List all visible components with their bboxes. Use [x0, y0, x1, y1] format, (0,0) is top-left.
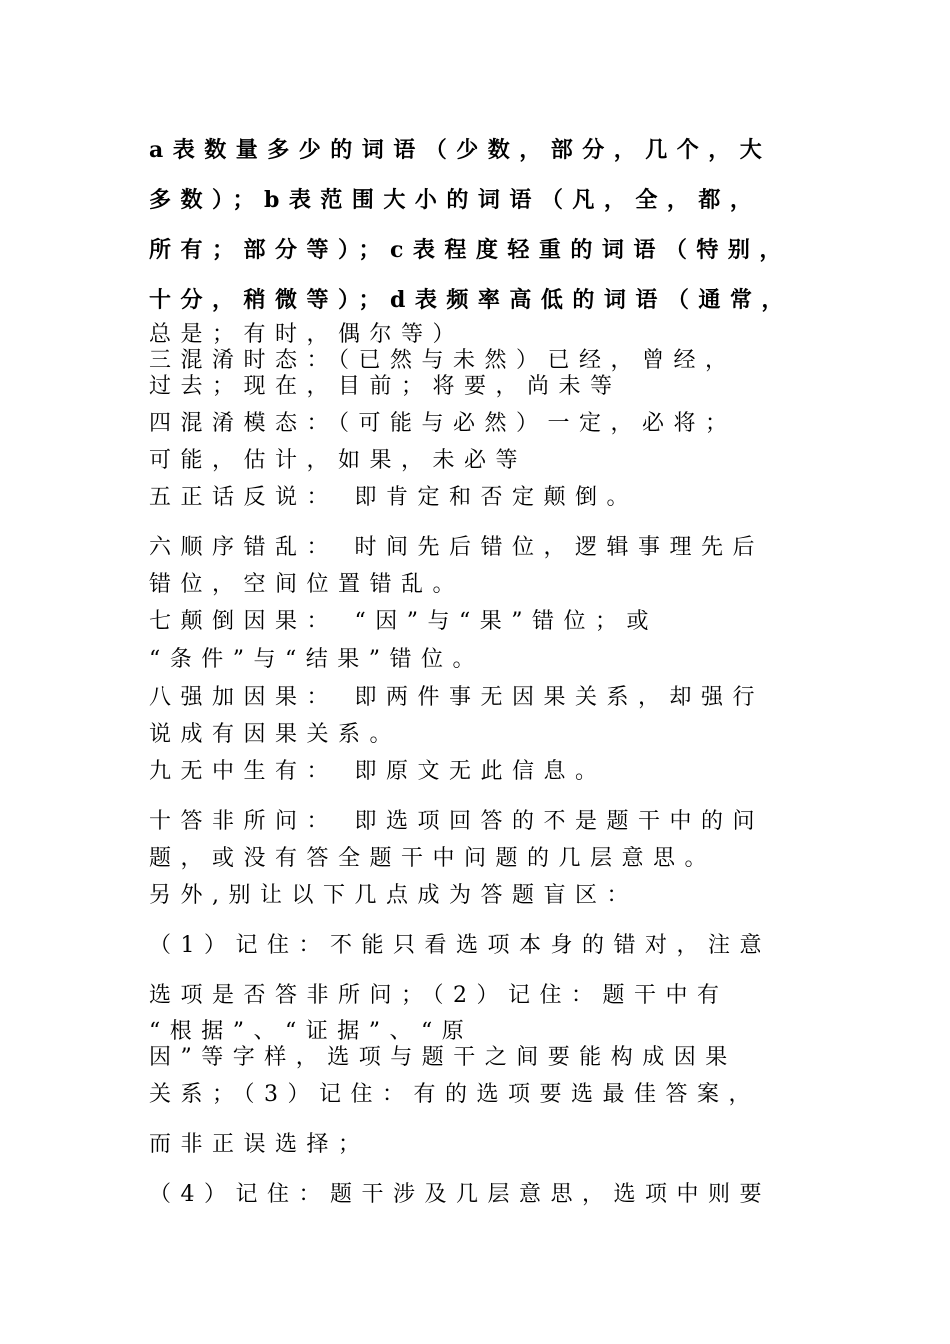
text-line-10: 五正话反说： 即肯定和否定颠倒。	[149, 485, 638, 510]
text-line-27: （4）记住：题干涉及几层意思，选项中则要	[149, 1182, 771, 1207]
text-line-17: 九无中生有： 即原文无此信息。	[149, 759, 607, 784]
text-line-22: 选项是否答非所问；（2）记住：题干中有	[149, 983, 729, 1008]
text-line-24: 因”等字样，选项与题干之间要能构成因果	[149, 1045, 737, 1070]
text-line-11: 六顺序错乱： 时间先后错位，逻辑事理先后	[149, 535, 764, 560]
text-line-19: 题，或没有答全题干中问题的几层意思。	[149, 846, 717, 871]
text-line-9: 可能，估计，如果，未必等	[149, 448, 528, 473]
text-line-8: 四混淆模态：（可能与必然）一定，必将；	[149, 411, 737, 436]
text-line-25: 关系；（3）记住：有的选项要选最佳答案，	[149, 1082, 760, 1107]
text-line-5: 总是；有时，偶尔等）	[149, 322, 465, 347]
text-line-23: “根据”、“证据”、“原	[149, 1019, 474, 1044]
text-line-20: 另外,别让以下几点成为答题盲区：	[149, 883, 638, 908]
text-line-18: 十答非所问： 即选项回答的不是题干中的问	[149, 809, 764, 834]
text-line-15: 八强加因果： 即两件事无因果关系，却强行	[149, 685, 764, 710]
text-line-4: 十分，稍微等）；d表频率高低的词语（通常，	[149, 287, 793, 313]
text-line-3: 所有；部分等）；c表程度轻重的词语（特别，	[149, 237, 791, 263]
text-line-21: （1）记住：不能只看选项本身的错对，注意	[149, 933, 771, 958]
text-line-7: 过去；现在，目前；将要，尚未等	[149, 374, 622, 399]
text-line-12: 错位，空间位置错乱。	[149, 572, 465, 597]
text-line-2: 多数）；b表范围大小的词语（凡，全，都，	[149, 187, 762, 213]
text-line-26: 而非正误选择；	[149, 1132, 370, 1157]
text-line-13: 七颠倒因果： “因”与“果”错位；或	[149, 609, 658, 634]
text-line-16: 说成有因果关系。	[149, 722, 402, 747]
text-line-6: 三混淆时态：（已然与未然）已经，曾经，	[149, 348, 737, 373]
text-line-14: “条件”与“结果”错位。	[149, 647, 484, 672]
text-line-1: a表数量多少的词语（少数，部分，几个，大	[149, 137, 772, 163]
